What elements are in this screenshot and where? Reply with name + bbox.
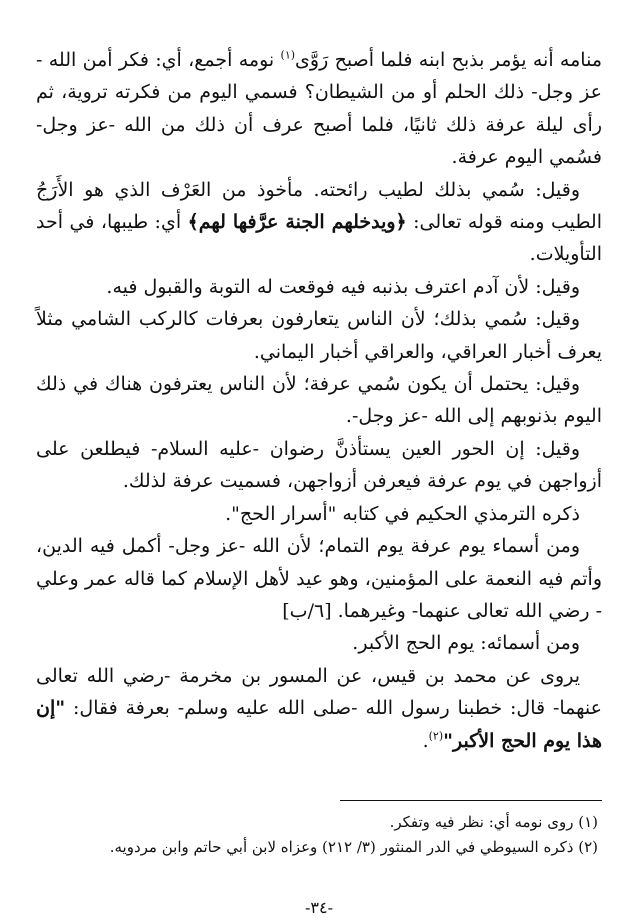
- footnote-1: (١) روى نومه أي: نظر فيه وتفكر.: [389, 813, 598, 831]
- footnote-divider: [340, 800, 602, 801]
- paragraph-5: وقيل: يحتمل أن يكون سُمي عرفة؛ لأن الناس يعترفون هناك في ذلك اليوم بذنوبهم إلى الله -عز وجل-.: [36, 373, 602, 428]
- paragraph-3: وقيل: لأن آدم اعترف بذنبه فيه فوقعت له التوبة والقبول فيه.: [106, 275, 580, 298]
- hadith-quote: "إن هذا يوم الحج الأكبر": [36, 697, 602, 752]
- paragraph-1-text: منامه أنه يؤمر بذبح ابنه فلما أصبح رَوَّى: [295, 49, 602, 71]
- paragraph-10-text: يروى عن محمد بن قيس، عن المسور بن مخرمة -رضي الله تعالى عنهما- قال: خطبنا رسول الله -صلى الله عليه وسلم- بعرفة فقال:: [36, 664, 602, 720]
- paragraph-10: [36, 660, 602, 757]
- paragraph-4: وقيل: سُمي بذلك؛ لأن الناس يتعارفون بعرفات كالركب الشامي مثلاً يعرف أخبار العراقي، والعراقي أخبار اليماني.: [36, 308, 602, 363]
- main-text: [36, 44, 602, 757]
- paragraph-9: ومن أسمائه: يوم الحج الأكبر.: [352, 632, 580, 655]
- paragraph-10-text-after: .: [422, 729, 429, 752]
- footnote-ref-1: (١): [280, 48, 296, 62]
- paragraph-8: ومن أسماء يوم عرفة يوم التمام؛ لأن الله -عز وجل- أكمل فيه الدين، وأتم فيه النعمة على المؤمنين، وهو عيد لأهل الإسلام كما قاله عمر وعلي - رضي الله تعالى عنهما- وغيرهما. [٦/ب]: [36, 535, 602, 622]
- paragraph-2-text: وقيل: سُمي بذلك لطيب رائحته. مأخوذ من العَرْف الذي هو الأَرَجُ الطيب ومنه قوله تعالى:: [36, 178, 602, 234]
- paragraph-6: وقيل: إن الحور العين يستأذنَّ رضوان -عليه السلام- فيطلعن على أزواجهن في يوم عرفة فيعرفن أزواجهن، فسميت عرفة لذلك.: [36, 437, 602, 493]
- paragraph-1-text-after: نومه أجمع، أي: فكر أمن الله - عز وجل- ذلك الحلم أو من الشيطان؟ فسمي اليوم من فكرته تروية، ثم رأى ليلة عرفة ذلك ثانيًا، فلما أصبح عرف أن ذلك من الله -عز وجل- فسُمي اليوم عرفة.: [36, 49, 602, 169]
- footnotes: [36, 810, 598, 860]
- page-number: -٣٤-: [305, 898, 333, 917]
- paragraph-2-text-after: أي: طيبها، في أحد التأويلات.: [36, 211, 602, 266]
- quran-verse: ﴿ويدخلهم الجنة عرَّفها لهم﴾: [187, 211, 407, 234]
- paragraph-1: [36, 44, 602, 174]
- footnote-2: (٢) ذكره السيوطي في الدر المنثور (٣/ ٢١٢) وعزاه لابن أبي حاتم وابن مردويه.: [109, 838, 598, 856]
- paragraph-2: [36, 174, 602, 271]
- footnote-ref-2: (٢): [428, 729, 444, 743]
- paragraph-7: ذكره الترمذي الحكيم في كتابه "أسرار الحج".: [225, 502, 580, 525]
